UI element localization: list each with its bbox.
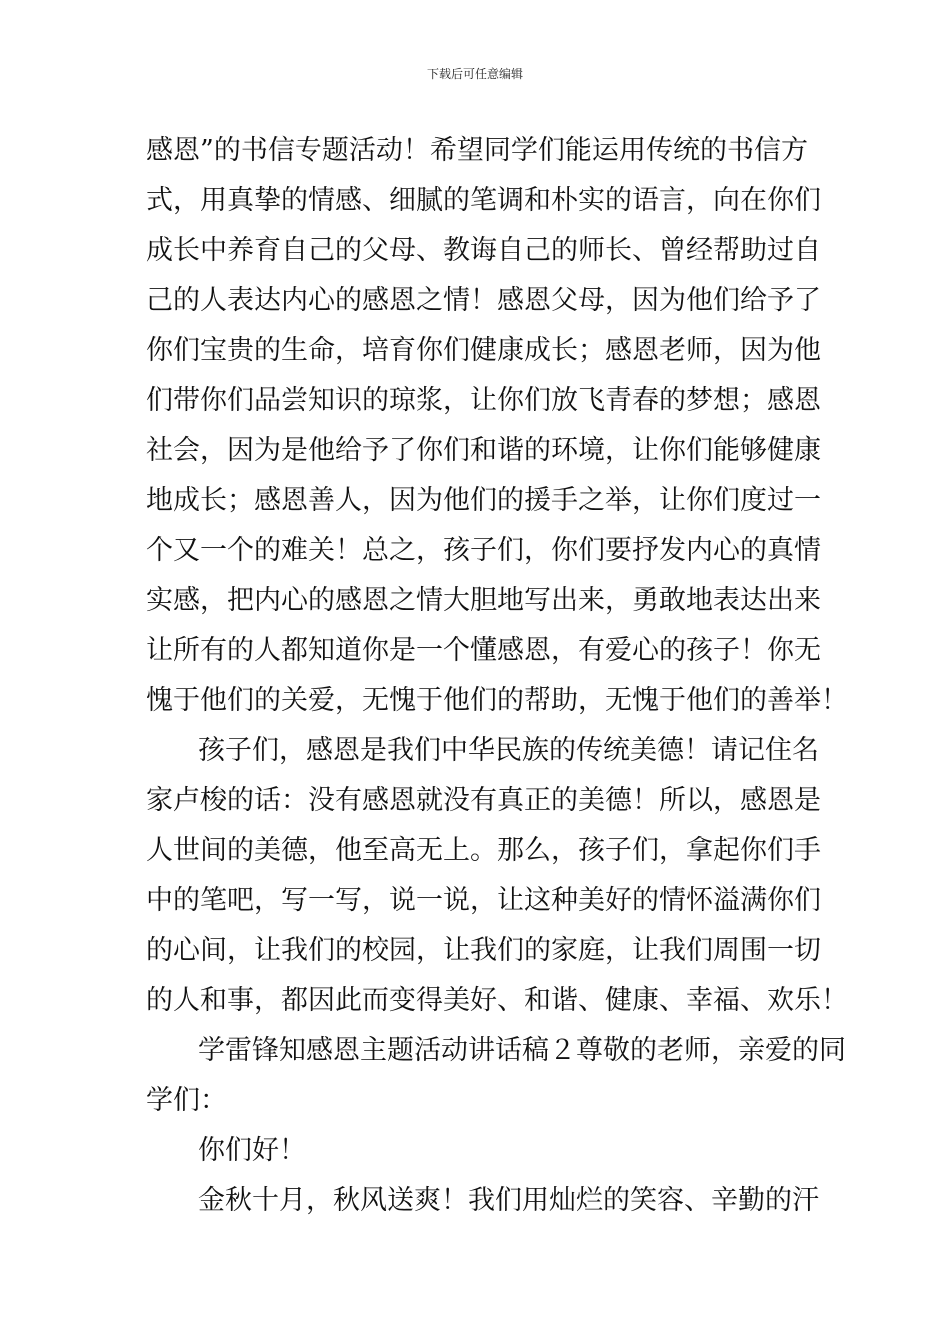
paragraph-line: 金秋十月，秋风送爽！我们用灿烂的笑容、辛勤的汗 <box>198 1185 819 1216</box>
paragraph-line: 让所有的人都知道你是一个懂感恩，有爱心的孩子！你无 <box>146 635 821 666</box>
paragraph-line: 愧于他们的关爱，无愧于他们的帮助，无愧于他们的善举！ <box>146 685 848 716</box>
document-body <box>146 126 848 1226</box>
paragraph-line: 的人和事，都因此而变得美好、和谐、健康、幸福、欢乐！ <box>146 985 848 1016</box>
paragraph-line: 个又一个的难关！总之，孩子们，你们要抒发内心的真情 <box>146 535 821 566</box>
paragraph-line: 的心间，让我们的校园，让我们的家庭，让我们周围一切 <box>146 935 821 966</box>
paragraph-line: 孩子们，感恩是我们中华民族的传统美德！请记住名 <box>198 735 819 766</box>
paragraph-line: 成长中养育自己的父母、教诲自己的师长、曾经帮助过自 <box>146 235 821 266</box>
paragraph-line: 们带你们品尝知识的琼浆，让你们放飞青春的梦想；感恩 <box>146 385 821 416</box>
paragraph-line: 感恩”的书信专题活动！希望同学们能运用传统的书信方 <box>146 135 808 166</box>
paragraph-line: 你们好！ <box>198 1135 306 1166</box>
paragraph-line: 人世间的美德，他至高无上。那么，孩子们，拿起你们手 <box>146 835 821 866</box>
paragraph-line: 家卢梭的话：没有感恩就没有真正的美德！所以，感恩是 <box>146 785 821 816</box>
paragraph-line: 你们宝贵的生命，培育你们健康成长；感恩老师，因为他 <box>146 335 821 366</box>
paragraph-line: 己的人表达内心的感恩之情！感恩父母，因为他们给予了 <box>146 285 821 316</box>
paragraph-line: 社会，因为是他给予了你们和谐的环境，让你们能够健康 <box>146 435 821 466</box>
paragraph-line: 中的笔吧，写一写，说一说，让这种美好的情怀溢满你们 <box>146 885 821 916</box>
paragraph-line: 学雷锋知感恩主题活动讲话稿２尊敬的老师，亲爱的同 <box>198 1035 846 1066</box>
page-header: 下载后可任意编辑 <box>426 67 523 81</box>
paragraph-line: 式，用真挚的情感、细腻的笔调和朴实的语言，向在你们 <box>146 185 821 216</box>
paragraph-line: 学们： <box>146 1085 227 1116</box>
paragraph-line: 地成长；感恩善人，因为他们的援手之举，让你们度过一 <box>146 485 821 516</box>
paragraph-line: 实感，把内心的感恩之情大胆地写出来，勇敢地表达出来 <box>146 585 821 616</box>
